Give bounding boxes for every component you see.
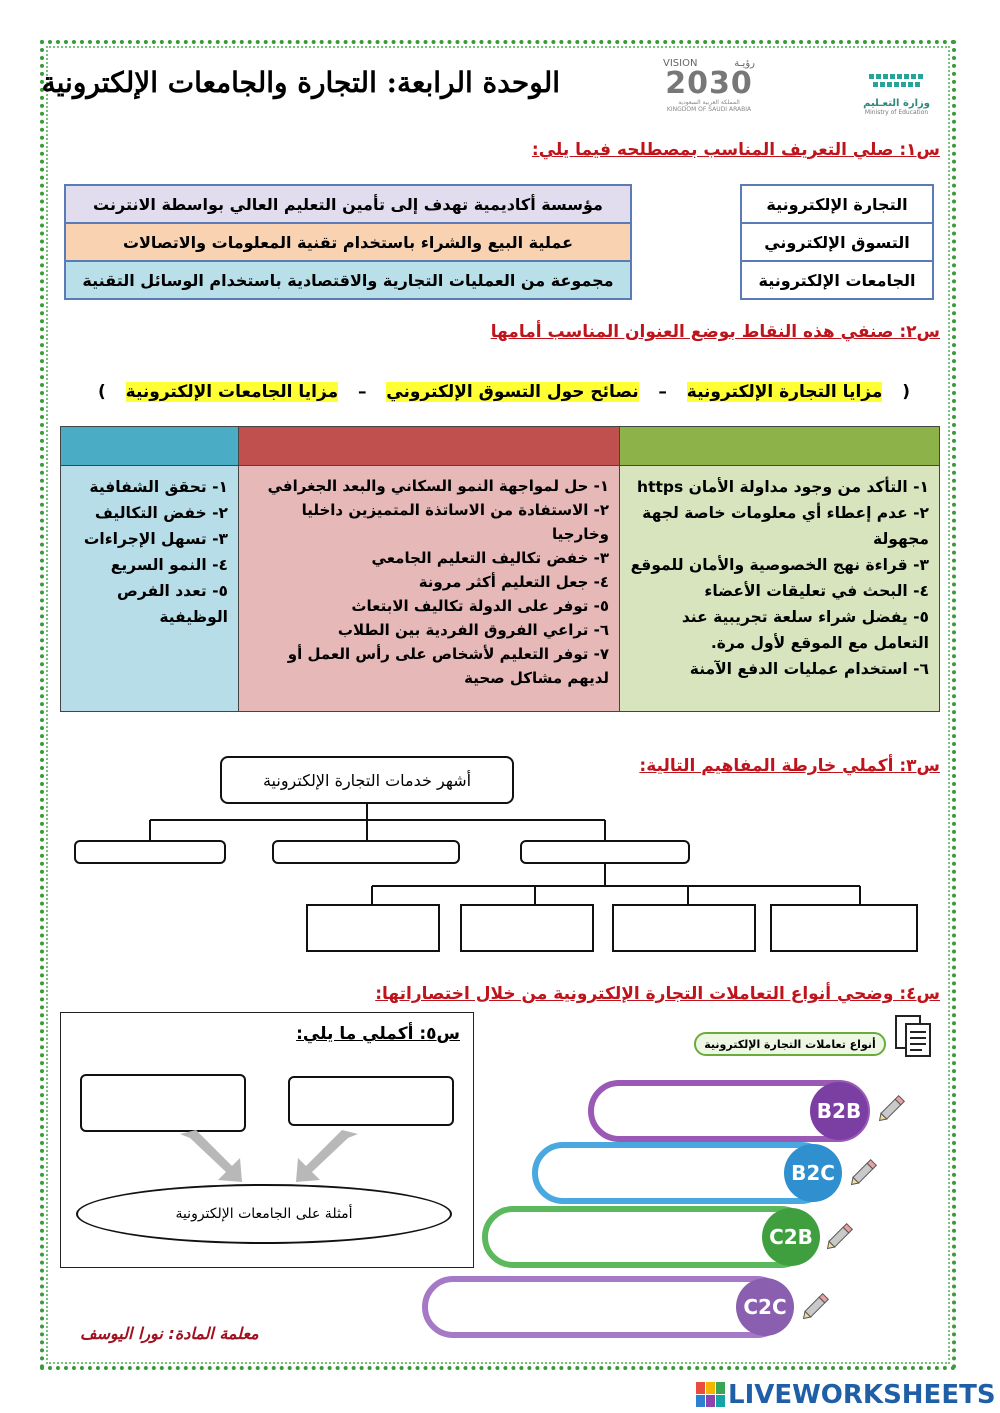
vision-2030-logo: VISION رؤيـة 2030 المملكة العربية السعودية KINGDOM OF SAUDI ARABIA xyxy=(663,58,755,113)
column-university-advantages xyxy=(238,426,620,712)
concept-sub-box-2[interactable] xyxy=(460,904,594,952)
list-item: ٥- تعدد الفرص الوظيفية xyxy=(117,582,228,626)
definition-2[interactable]: عملية البيع والشراء باستخدام تقنية المعلومات والاتصالات xyxy=(64,222,632,262)
list-item: ٤- جعل التعليم أكثر مرونة xyxy=(418,573,609,591)
teacher-name: معلمة المادة: نورا اليوسف xyxy=(80,1324,259,1343)
column-header-drop-1[interactable] xyxy=(620,427,939,466)
list-item: ١- التأكد من وجود مداولة الأمان https xyxy=(637,478,929,496)
column-ecommerce-advantages xyxy=(60,426,239,712)
paren-close: ) xyxy=(98,382,106,402)
ministry-emblem-icon xyxy=(867,68,927,94)
badge-b2b: B2B xyxy=(810,1082,868,1140)
answer-c2c[interactable] xyxy=(422,1276,788,1338)
concept-box-2[interactable] xyxy=(272,840,460,864)
list-item: ٣- قراءة نهج الخصوصية والأمان للموقع xyxy=(630,556,929,574)
paren-open: ( xyxy=(902,382,910,402)
badge-c2c: C2C xyxy=(736,1278,794,1336)
list-item: ١- حل لمواجهة النمو السكاني والبعد الجغرافي xyxy=(267,477,609,495)
list-item: ٢- الاستفادة من الاساتذة المتميزين داخليا وخارجيا xyxy=(301,501,609,543)
badge-c2b: C2B xyxy=(762,1208,820,1266)
list-item: ٢- عدم إعطاء أي معلومات خاصة لجهة مجهولة xyxy=(642,504,929,548)
ministry-logo: وزارة التعـليم Ministry of Education xyxy=(863,68,930,116)
list-item: ٢- خفض التكاليف xyxy=(94,504,228,522)
option-ecommerce-advantages[interactable]: مزايا التجارة الإلكترونية xyxy=(686,382,883,402)
liveworksheets-icon xyxy=(696,1382,726,1408)
pencil-icon xyxy=(800,1288,834,1326)
transaction-types-caption: أنواع تعاملات التجارة الإلكترونية xyxy=(694,1032,886,1056)
list-item: ٧- توفر التعليم لأشخاص على رأس العمل أو لديهم مشاكل صحية xyxy=(287,645,609,687)
concept-box-1[interactable] xyxy=(74,840,226,864)
list-item: ٣- خفض تكاليف التعليم الجامعي xyxy=(371,549,609,567)
concept-sub-box-3[interactable] xyxy=(612,904,756,952)
document-icon xyxy=(894,1014,934,1064)
q5-answer-box-2[interactable] xyxy=(288,1076,454,1126)
page-title: الوحدة الرابعة: التجارة والجامعات الإلكترونية xyxy=(41,66,560,99)
pencil-icon xyxy=(876,1090,910,1128)
list-item: ٥- توفر على الدولة تكاليف الابتعاث xyxy=(351,597,609,615)
definition-1[interactable]: مؤسسة أكاديمية تهدف إلى تأمين التعليم العالي بواسطة الانترنت xyxy=(64,184,632,224)
column-header-drop-3[interactable] xyxy=(61,427,238,466)
option-university-advantages[interactable]: مزايا الجامعات الإلكترونية xyxy=(125,382,339,402)
q2-label: س٢: صنفي هذه النقاط بوضع العنوان المناسب أمامها xyxy=(490,322,940,342)
option-shopping-tips[interactable]: نصائح حول التسوق الإلكتروني xyxy=(386,382,639,402)
badge-b2c: B2C xyxy=(784,1144,842,1202)
liveworksheets-brand: LIVEWORKSHEETS xyxy=(728,1380,996,1410)
q2-options xyxy=(98,382,910,402)
concept-box-3[interactable] xyxy=(520,840,690,864)
term-euniversity[interactable]: الجامعات الإلكترونية xyxy=(740,260,934,300)
q3-label: س٣: أكملي خارطة المفاهيم التالية: xyxy=(639,756,940,776)
dash-2: – xyxy=(357,382,367,402)
list-item: ٦- تراعي الفروق الفردية بين الطلاب xyxy=(337,621,609,639)
q1-label: س١: صلي التعريف المناسب بمصطلحه فيما يلي: xyxy=(531,140,940,160)
q5-arrows xyxy=(170,1130,370,1186)
q5-label: س٥: أكملي ما يلي: xyxy=(296,1024,460,1044)
q5-answer-box-1[interactable] xyxy=(80,1074,246,1132)
dash-1: – xyxy=(658,382,667,402)
term-eshopping[interactable]: التسوق الإلكتروني xyxy=(740,222,934,262)
list-item: ١- تحقق الشفافية xyxy=(89,478,228,496)
list-item: ٤- النمو السريع xyxy=(110,556,228,574)
q4-label: س٤: وضحي أنواع التعاملات التجارة الإلكترونية من خلال اختصاراتها: xyxy=(375,984,940,1004)
pencil-icon xyxy=(848,1154,882,1192)
q5-center-ellipse: أمثلة على الجامعات الإلكترونية xyxy=(76,1184,452,1244)
list-item: ٤- البحث في تعليقات الأعضاء xyxy=(704,582,929,600)
list-item: ٣- تسهل الإجراءات xyxy=(83,530,228,548)
concept-map-root: أشهر خدمات التجارة الإلكترونية xyxy=(220,756,514,804)
list-item: ٦- استخدام عمليات الدفع الآمنة xyxy=(689,660,929,678)
concept-sub-box-1[interactable] xyxy=(306,904,440,952)
concept-sub-box-4[interactable] xyxy=(770,904,918,952)
list-item: ٥- يفضل شراء سلعة تجريبية عند التعامل مع الموقع لأول مرة. xyxy=(681,608,929,652)
column-header-drop-2[interactable] xyxy=(239,427,619,466)
liveworksheets-logo xyxy=(696,1380,996,1410)
column-shopping-tips xyxy=(619,426,940,712)
term-ecommerce[interactable]: التجارة الإلكترونية xyxy=(740,184,934,224)
pencil-icon xyxy=(824,1218,858,1256)
definition-3[interactable]: مجموعة من العمليات التجارية والاقتصادية باستخدام الوسائل التقنية xyxy=(64,260,632,300)
